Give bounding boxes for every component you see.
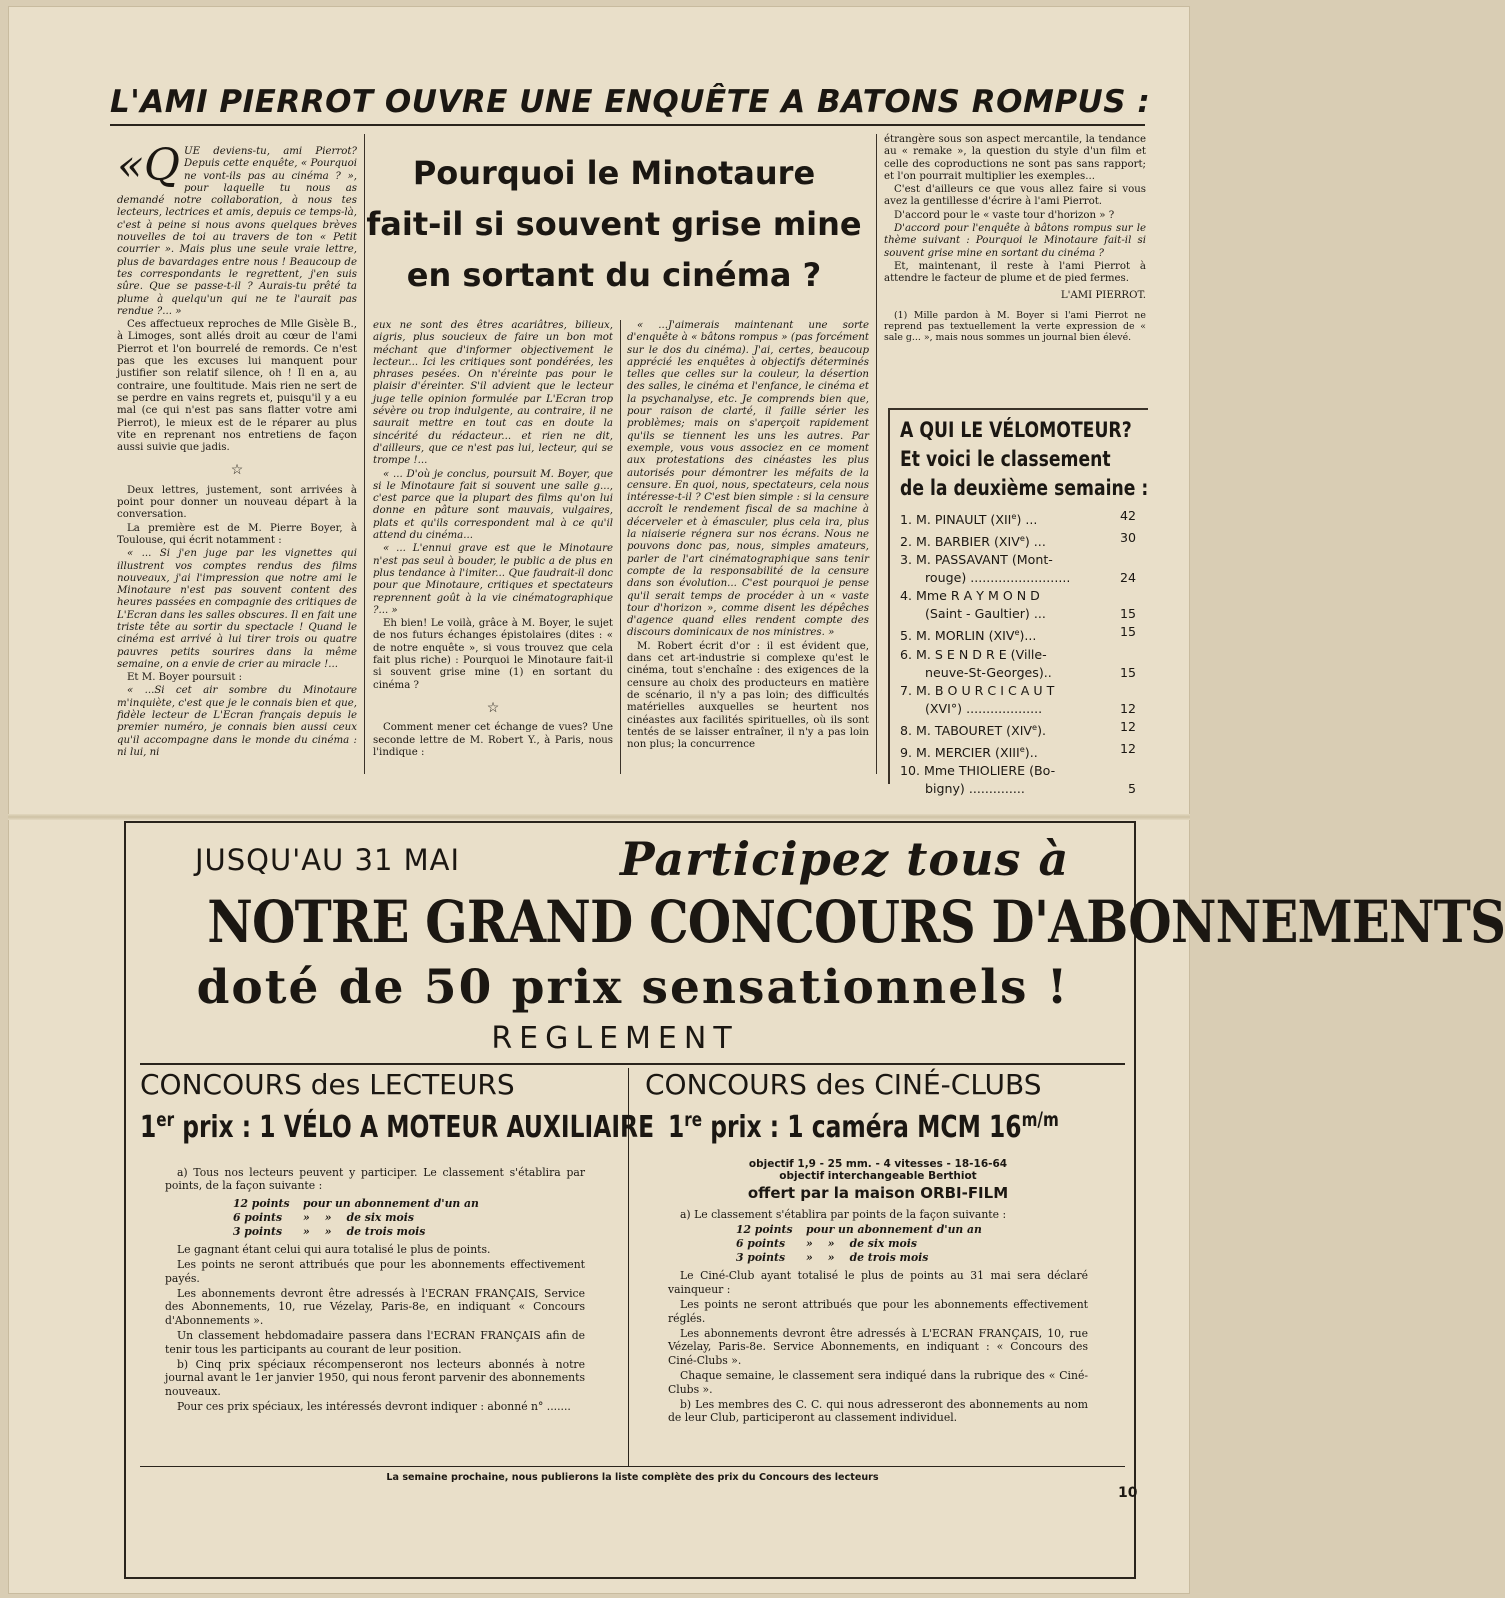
article-paragraph: Comment mener cet échange de vues? Une seconde lettre de M. Robert Y., à Paris, nous l'indique : [373,722,613,758]
article-paragraph: La première est de M. Pierre Boyer, à Toulouse, qui écrit notamment : [117,522,357,546]
ranking-row [900,718,1148,740]
ranking-continuation: bigny) .............. [925,780,1025,796]
ranking-points: 24 [1119,570,1136,586]
ranking-suffix: e [1011,511,1017,521]
ranking-list [900,507,1148,798]
deadline-text: JUSQU'AU 31 MAI [195,843,461,877]
prizes-headline: doté de 50 prix sensationnels ! [196,960,1070,1015]
ranking-row-continued [900,605,1148,623]
article-paragraph: étrangère sous son aspect mercantile, la tendance au « remake », la question du style d'un film et celle des coproductions ne sont pas sans rapport; et l'on pourrait multiplier les exemples... [884,134,1146,182]
prize-rank: 1 [140,1110,157,1145]
ranking-suffix: e [1032,721,1038,732]
ranking-name: 6. M. S E N D R E (Ville- [900,646,1047,662]
prize-unit: m/m [1021,1108,1059,1131]
ranking-row-continued [900,569,1148,587]
rule-paragraph: Les abonnements devront être adressés à L'ECRAN FRANÇAIS, 10, rue Vézelay, Paris-8e. Service Abonnements, en indiquant : « Concours des Ciné-Clubs ». [668,1327,1088,1367]
rule-paragraph: Le gagnant étant celui qui aura totalisé le plus de points. [177,1242,491,1256]
article-paragraph: C'est d'ailleurs ce que vous allez faire si vous avez la gentillesse d'écrire à l'ami Pierrot. [884,184,1146,208]
camera-specs: objectif 1,9 - 25 mm. - 4 vitesses - 18-16-64 [748,1158,1008,1170]
ranking-entry [900,507,1037,529]
column-rule [876,134,877,774]
ranking-entry [900,718,1046,740]
points-row [736,1237,1088,1251]
rule-paragraph: a) Le classement s'établira par points de la façon suivante : [680,1208,1007,1221]
ranking-continuation: rouge) ......................... [925,570,1071,586]
cineclubs-rules [668,1158,1088,1427]
points-value: 3 points [736,1251,786,1265]
prize-rank-suffix: re [684,1108,703,1131]
rule-paragraph: Les points ne seront attribués que pour les abonnements effectivement payés. [165,1258,585,1285]
ranking-row [900,762,1148,780]
star-divider: ☆ [486,699,500,716]
rule-paragraph: Les abonnements devront être adressés à l'ECRAN FRANÇAIS, Service des Abonnements, 10, rue Vézelay, Paris-8e, en indiquant « Concours d'Abonnements ». [165,1287,585,1327]
ranking-name: 9. M. MERCIER (XIII [900,744,1020,760]
ranking-entry [900,529,1046,551]
ranking-continuation: (XVI°) ................... [925,700,1043,716]
ranking-suffix: e [1019,533,1025,544]
prize-label: prix : 1 caméra MCM 16 [702,1110,1022,1145]
points-value: 6 points [736,1237,786,1251]
footnote: (1) Mille pardon à M. Boyer si l'ami Pierrot ne reprend pas textuellement la verte expression de « sale g... », mais nous sommes un journal bien élevé. [884,309,1146,343]
contest-headline: NOTRE GRAND CONCOURS D'ABONNEMENTS [207,888,1505,956]
ranking-entry [900,587,1040,605]
ranking-continuation: (Saint - Gaultier) ... [925,606,1046,622]
ranking-points: 15 [1119,606,1136,622]
readers-contest-title: CONCOURS des LECTEURS [140,1068,515,1101]
ranking-name: 1. M. PINAULT (XII [900,512,1012,528]
ranking-entry [900,682,1054,700]
ranking-points: 12 [1119,718,1136,734]
ranking-suffix: e [1014,627,1020,638]
cineclubs-contest-title: CONCOURS des CINÉ-CLUBS [645,1068,1042,1101]
ranking-points: 30 [1119,530,1136,546]
participate-text: Participez tous à [620,832,1070,886]
ranking-title: A QUI LE VÉLOMOTEUR? [900,418,1132,442]
ranking-points: 15 [1119,664,1136,680]
ranking-entry [900,551,1053,569]
ranking-points: 5 [1127,780,1136,796]
prize-label: prix : 1 VÉLO A MOTEUR AUXILIAIRE [174,1110,655,1145]
points-row [233,1197,585,1211]
points-value: 12 points [233,1196,290,1210]
rule-paragraph: b) Cinq prix spéciaux récompenseront nos lecteurs abonnés à notre journal avant le 1er janvier 1950, qui nous feront parvenir des abonnements nouveaux. [165,1358,585,1398]
article-paragraph: Deux lettres, justement, sont arrivées à point pour donner un nouveau départ à la conversation. [117,484,357,521]
ranking-name: 2. M. BARBIER (XIV [900,534,1020,550]
article-paragraph: « ...J'aimerais maintenant une sorte d'enquête à « bâtons rompus » (pas forcément sur le dos du cinéma). J'ai, certes, beaucoup apprécié les enquêtes à objectifs déterminés telles que celles sur la couleur, la désertion des salles, le cinéma et l'enfance, le cinéma et la psychanalyse, etc. Je comprends bien que, pour raison de clarté, il faille sérier les problèmes; mais on s'aperçoit rapidement qu'ils se tiennent les uns les autres. Par exemple, vous vous associez en ce moment aux protestations des cinéastes les plus autorisés pour démontrer les méfaits de la censure. En quoi, nous, spectateurs, cela nous intéresse-t-il ? C'est bien simple : si la censure accroît le rendement fiscal de sa machine à décerveler et à émasculer, plus cela ira, plus la niaiserie régnera sur nos écrans. Nous ne pouvons donc pas, nous, simples amateurs, parler de l'art cinématographique sans tenir compte de la responsabilité de la censure dans son évolution... C'est pourquoi je pense qu'il serait temps de procéder à un « vaste tour d'horizon », comme disent les dépêches d'agence quand elles rendent compte des discours dominicaux de nos ministres. » [627,320,869,639]
ranking-tail: )... [1019,628,1037,644]
ranking-name: 7. M. B O U R C I C A U T [900,682,1055,698]
ranking-row [900,587,1148,605]
footer-rule [140,1466,1125,1467]
points-table [736,1223,1088,1265]
article-column-2 [373,320,613,776]
ranking-points: 12 [1119,740,1136,756]
article-paragraph: Ces affectueux reproches de Mlle Gisèle B., à Limoges, sont allés droit au cœur de l'ami Pierrot et l'on bourrelé de remords. Ce n'est pas que les excuses lui manquent pour justifier son relatif silence, oh ! Il en a, au contraire, une foultitude. Mais rien ne sert de se perdre en vains regrets et, puisqu'il y a eu mal (ce qui n'est pas sans flatter votre ami Pierrot), le mieux est de le réparer au plus vite en reprenant nos entretiens de façon aussi suivie que jadis. [117,319,357,454]
article-paragraph: Et M. Boyer poursuit : [127,672,243,684]
drop-cap: «Q [117,140,180,191]
ranking-name: 3. M. PASSAVANT (Mont- [900,552,1053,568]
ranking-entry [900,740,1038,762]
page-fold [8,814,1190,820]
column-rule [620,320,621,774]
rules-rule [140,1063,1125,1065]
rule-paragraph: Le Ciné-Club ayant totalisé le plus de points au 31 mai sera déclaré vainqueur : [668,1269,1088,1296]
ranking-row [900,646,1148,664]
ranking-row-continued [900,700,1148,718]
ranking-name: 8. M. TABOURET (XIV [900,722,1033,738]
points-table [233,1197,585,1239]
ranking-row [900,507,1148,529]
points-value: 3 points [233,1224,283,1238]
article-paragraph: Eh bien! Le voilà, grâce à M. Boyer, le sujet de nos futurs échanges épistolaires (dites : « de notre enquête », si vous trouvez que cela fait plus riche) : Pourquoi le Minotaure fait-il si souvent grise mine (1) en sortant du cinéma ? [373,618,613,691]
ranking-entry [900,623,1036,645]
points-label: » » de six mois [806,1237,917,1251]
points-label: pour un abonnement d'un an [303,1196,479,1210]
camera-lens: objectif interchangeable Berthiot [779,1170,977,1182]
opening-letter-text: UE deviens-tu, ami Pierrot? Depuis cette enquête, « Pourquoi ne vont-ils pas au cinéma ? », pour laquelle tu nous as demandé notre collaboration, à nous tes lecteurs, lectrices et amis, depuis ce temps-là, c'est à peine si nous avons quelques brèves nouvelles de toi au travers de ton « Petit courrier ». Mais plus une seule vraie lettre, plus de bavardages entre nous ! Beaucoup de tes correspondants le regrettent, j'en suis sûre. Que se passe-t-il ? Aurais-tu prêté ta plume à quelqu'un qui ne te l'aurait pas rendue ?... » [117,146,357,317]
points-label: » » de trois mois [303,1224,426,1238]
ranking-points: 15 [1119,624,1136,640]
article-paragraph: D'accord pour l'enquête à bâtons rompus sur le thème suivant : Pourquoi le Minotaure fait-il si souvent grise mine en sortant du cinéma ? [884,223,1146,259]
ranking-row [900,682,1148,700]
rules-heading: REGLEMENT [491,1021,739,1056]
article-paragraph: « ... L'ennui grave est que le Minotaure n'est pas seul à bouder, le public a de plus en plus tendance à l'imiter... Que faudrait-il donc pour que Minotaure, critiques et spectateurs reprennent goût à la vie cinématographique ?... » [373,543,613,616]
ranking-name: 4. Mme R A Y M O N D [900,588,1040,604]
article-paragraph: « ... Si j'en juge par les vignettes qui illustrent vos comptes rendus des films nouveaux, j'ai l'impression que notre ami le Minotaure n'est pas souvent content des heures passées en compagnie des critiques de L'Ecran dans les salles obscures. Il en fait une triste tête au sortir du spectacle ! Quand le cinéma est arrivé à lui tirer trois ou quatre pauvres petits sourires dans la même semaine, on a envie de crier au miracle !... [117,548,357,670]
title-line: Pourquoi le Minotaure [412,154,816,192]
points-row [233,1211,585,1225]
star-divider: ☆ [230,462,244,479]
ranking-subtitle: Et voici le classement [900,447,1111,471]
points-label: » » de trois mois [806,1251,929,1265]
headline-rule [110,124,1145,126]
ranking-row [900,740,1148,762]
next-week-note: La semaine prochaine, nous publierons la liste complète des prix du Concours des lecteurs [386,1472,879,1483]
rule-paragraph: Chaque semaine, le classement sera indiqué dans la rubrique des « Ciné-Clubs ». [668,1369,1088,1396]
ranking-row-continued [900,664,1148,682]
article-paragraph [117,140,357,318]
cineclubs-first-prize [668,1108,1059,1145]
ranking-tail: ) ... [1016,512,1038,528]
ranking-name: 5. M. MORLIN (XIV [900,628,1015,644]
ranking-tail: ). [1037,722,1047,738]
prize-rank-suffix: er [156,1108,175,1131]
points-label: » » de six mois [303,1210,414,1224]
ranking-tail: ).. [1024,744,1038,760]
points-value: 12 points [736,1223,793,1237]
ranking-suffix: e [1019,743,1025,754]
article-paragraph: Et, maintenant, il reste à l'ami Pierrot à attendre le facteur de plume et de pied fermes. [884,260,1146,285]
rule-paragraph: Les points ne seront attribués que pour les abonnements effectivement réglés. [668,1298,1088,1325]
article-column-4 [884,134,1146,402]
ranking-subtitle: de la deuxième semaine : [900,476,1149,500]
article-column-1 [117,140,357,776]
points-row [233,1225,585,1239]
page-headline: L'AMI PIERROT OUVRE UNE ENQUÊTE A BATONS ROMPUS : [110,84,1151,120]
ranking-row [900,529,1148,551]
signature: L'AMI PIERROT. [1060,289,1146,301]
ranking-points: 42 [1119,508,1136,523]
ranking-name: 10. Mme THIOLIERE (Bo- [900,762,1056,778]
article-paragraph: « ...Si cet air sombre du Minotaure m'inquiète, c'est que je le connais bien et que, fidèle lecteur de L'Ecran français depuis le premier numéro, je connais bien aussi ceux qu'il accompagne dans le monde du cinéma : ni lui, ni [117,685,357,758]
points-value: 6 points [233,1210,283,1224]
points-row [736,1251,1088,1265]
rule-paragraph: a) Tous nos lecteurs peuvent y participer. Le classement s'établira par points, de la façon suivante : [165,1166,585,1193]
ranking-entry [900,646,1047,664]
readers-first-prize [140,1108,654,1145]
ranking-entry [900,762,1055,780]
ranking-tail: ) ... [1024,534,1046,550]
ranking-continuation: neuve-St-Georges).. [925,664,1052,680]
article-title [364,148,864,301]
points-row [736,1223,1088,1237]
ranking-row-continued [900,780,1148,798]
page-number: 10 [1118,1485,1138,1501]
article-paragraph: M. Robert écrit d'or : il est évident que, dans cet art-industrie si complexe qu'est le cinéma, tout s'enchaîne : des exigences de la censure au choix des producteurs en matière de scénario, il n'y a pas loin; des difficultés matérielles auxquelles se heurtent nos cinéastes aux facilités spirituelles, où ils sont tentés de se laisser entraîner, il n'y a pas loin non plus; la concurrence [627,640,869,751]
ranking-row [900,551,1148,569]
ranking-row [900,623,1148,645]
article-paragraph: eux ne sont des êtres acariâtres, bilieux, aigris, plus soucieux de faire un bon mot méchant que d'informer objectivement le lecteur... Ici les critiques sont pondérées, les phrases pesées. On n'éreinte pas pour le plaisir d'éreinter. S'il advient que le lecteur juge telle opinion formulée par L'Ecran trop sévère ou trop indulgente, au contraire, il ne saurait mettre en tout cas en doute la sincérité du rédacteur... et rien ne dit, d'ailleurs, que ce n'est pas lui, lecteur, qui se trompe !... [373,320,613,467]
readers-rules [165,1166,585,1416]
points-label: pour un abonnement d'un an [806,1223,982,1237]
rule-paragraph: Un classement hebdomadaire passera dans l'ECRAN FRANÇAIS afin de tenir tous les participants au courant de leur position. [165,1329,585,1356]
article-paragraph: D'accord pour le « vaste tour d'horizon » ? [894,209,1115,221]
article-paragraph: « ... D'où je conclus, poursuit M. Boyer, que si le Minotaure fait si souvent une salle g..., c'est parce que la plupart des films qu'on lui donne en pâture sont mauvais, vulgaires, plats et qu'ils correspondent mal à ce qu'il attend du cinéma... [373,468,613,542]
velomoteur-ranking-box [888,408,1149,796]
rule-paragraph: Pour ces prix spéciaux, les intéressés devront indiquer : abonné n° ....... [177,1400,571,1414]
title-line: en sortant du cinéma ? [406,256,822,294]
ranking-points: 12 [1119,700,1136,716]
rule-paragraph: b) Les membres des C. C. qui nous adresseront des abonnements au nom de leur Club, participeront au classement individuel. [668,1398,1088,1425]
title-line: fait-il si souvent grise mine [366,205,862,243]
sponsor-line: offert par la maison ORBI-FILM [747,1184,1009,1202]
article-column-3 [627,320,869,776]
prize-rank: 1 [668,1110,685,1145]
